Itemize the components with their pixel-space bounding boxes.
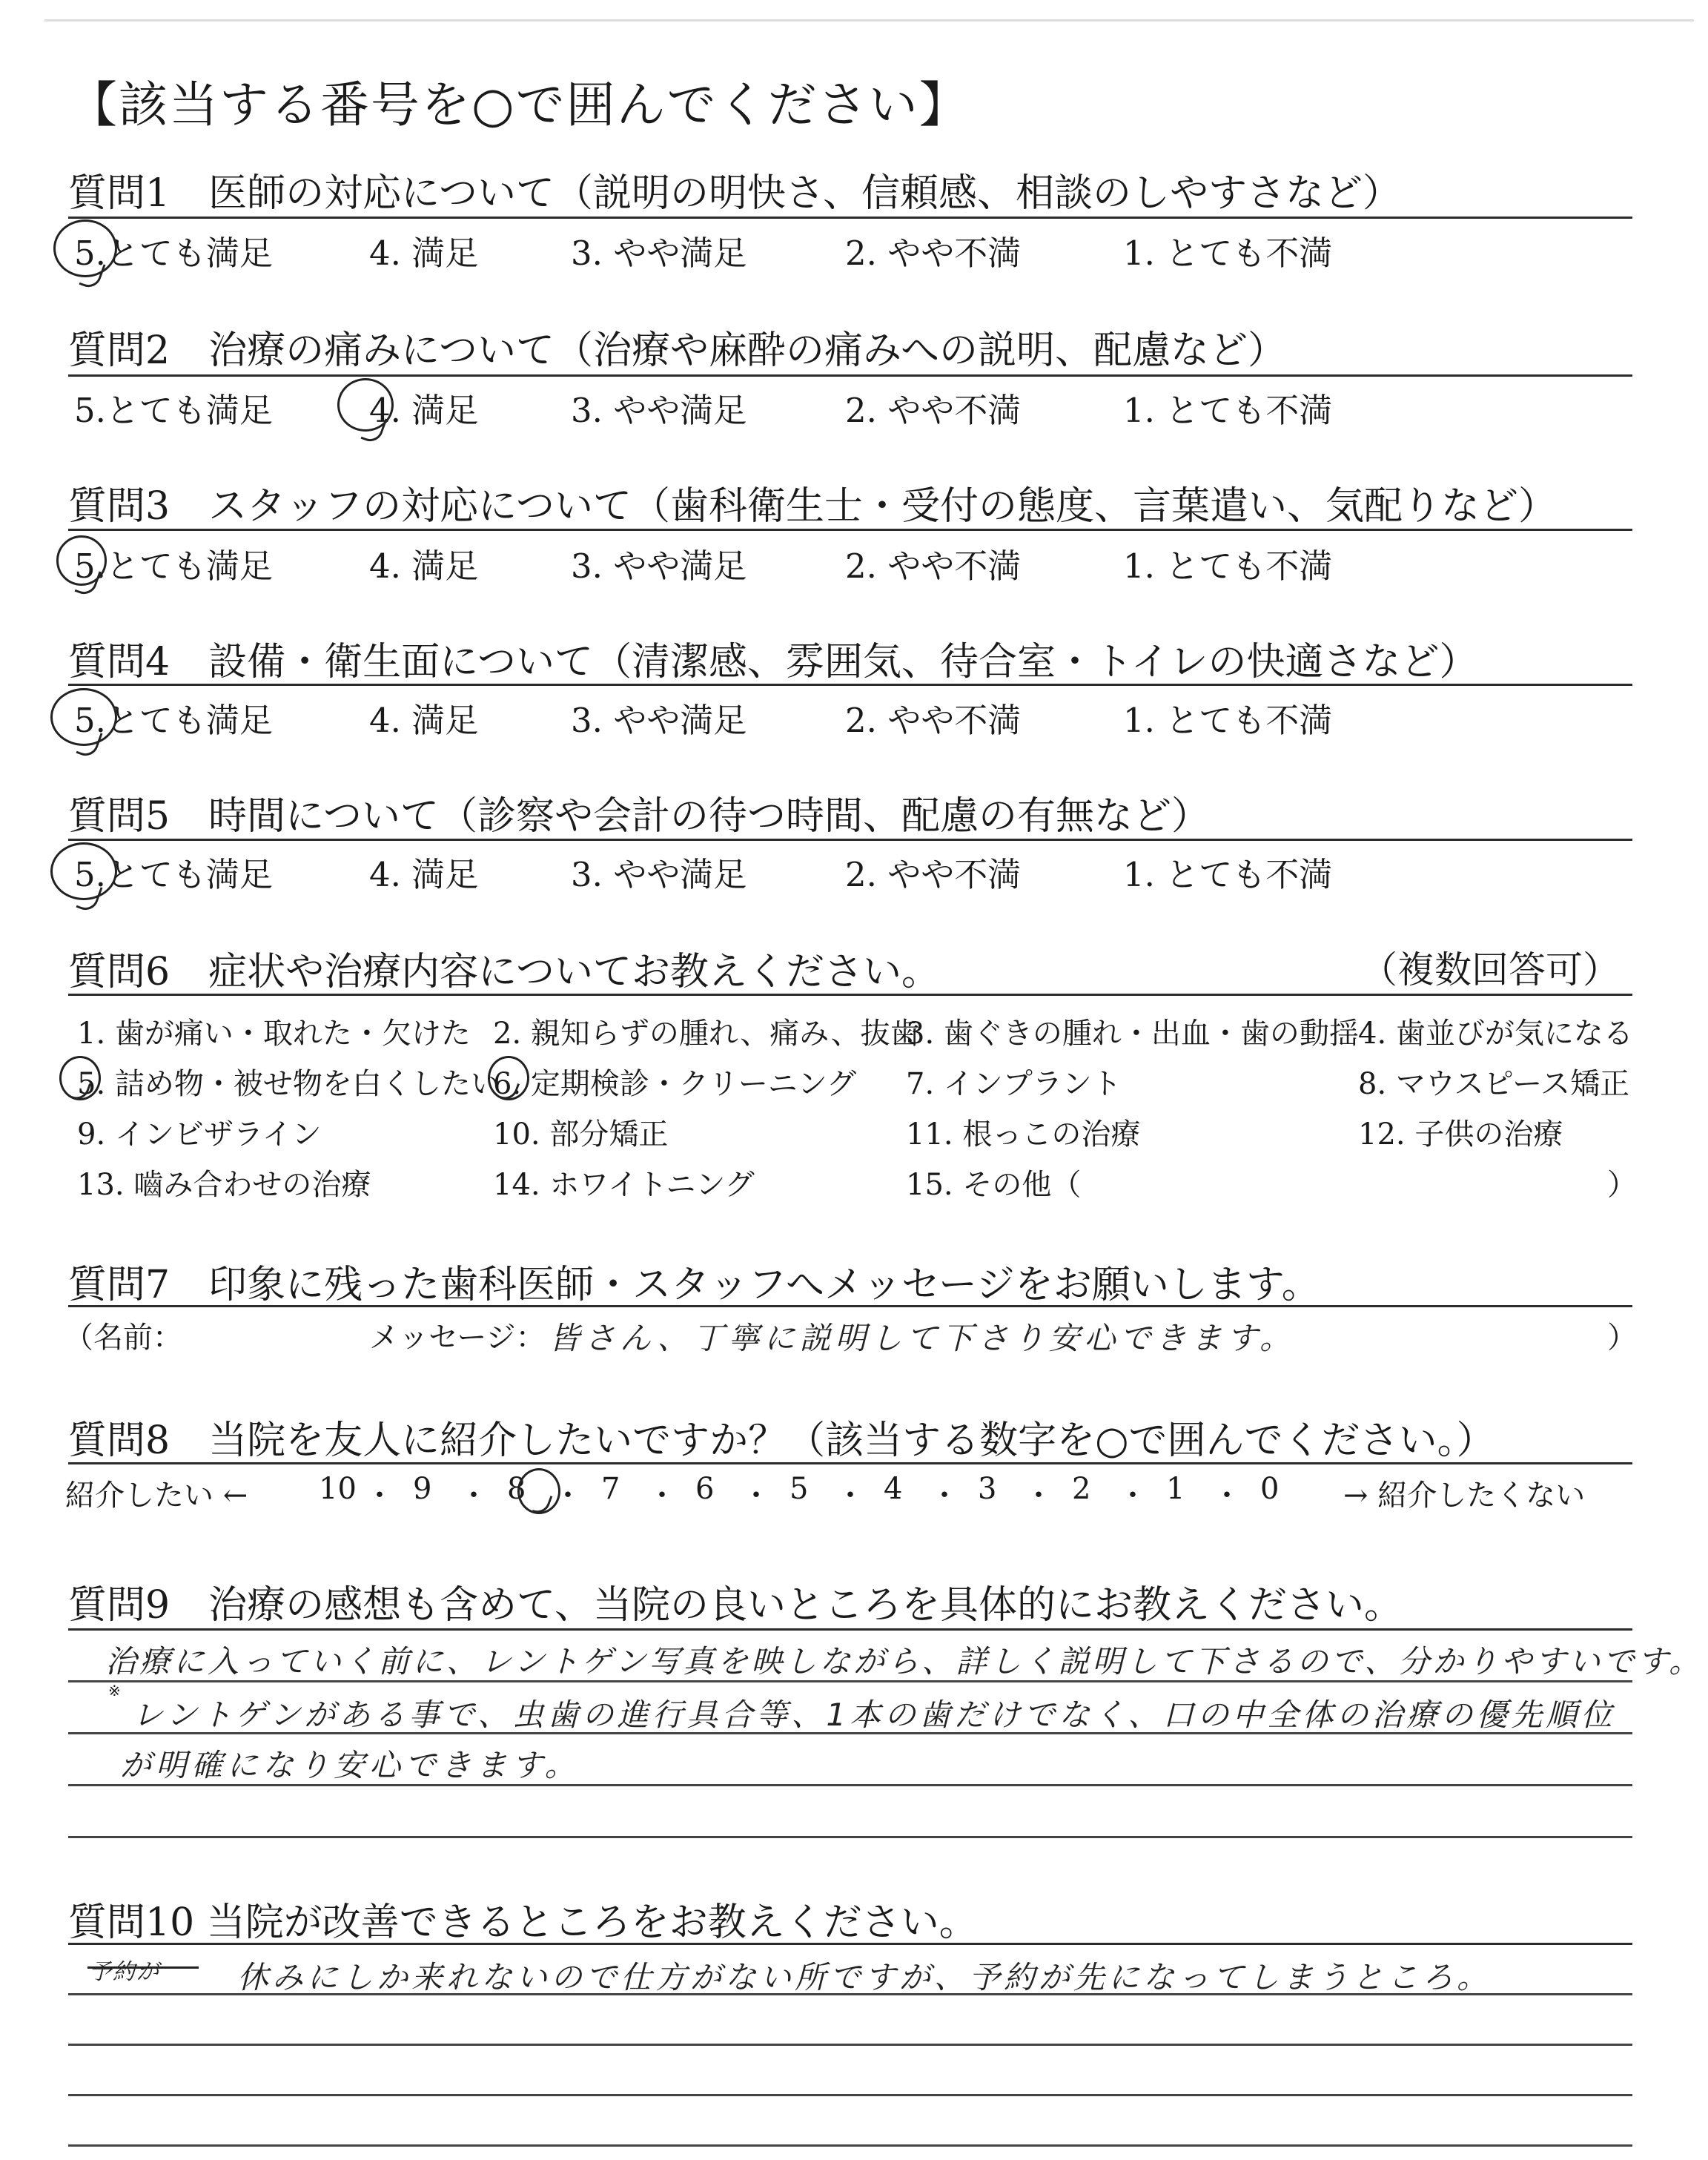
q7-message-text[interactable]: 皆さん、丁寧に説明して下さり安心できます。 xyxy=(549,1320,1296,1356)
q2-option-1[interactable]: 1. とても不満 xyxy=(1123,391,1333,430)
q10-rule-0 xyxy=(68,1943,1632,1945)
q1-rule xyxy=(68,217,1632,219)
q3-option-2[interactable]: 2. やや不満 xyxy=(845,546,1022,586)
q10-struck-text: 予約が xyxy=(89,1959,160,1985)
q4-option-3[interactable]: 3. やや満足 xyxy=(571,701,747,740)
q8-scale-4[interactable]: 4 xyxy=(884,1472,903,1506)
q8-scale-separator: ・ xyxy=(459,1479,489,1513)
q6-item-2[interactable]: 2. 親知らずの腫れ、痛み、抜歯 xyxy=(493,1017,920,1051)
q6-item-13[interactable]: 13. 嚙み合わせの治療 xyxy=(77,1168,371,1202)
q7-name-label: （名前： xyxy=(64,1321,182,1355)
q2-option-5[interactable]: 5.とても満足 xyxy=(74,391,273,430)
q4-rule xyxy=(68,684,1632,686)
q7-title: 質問7 印象に残った歯科医師・スタッフへメッセージをお願いします。 xyxy=(68,1263,1320,1307)
q8-scale-1[interactable]: 1 xyxy=(1166,1472,1185,1506)
q10-title: 質問10 当院が改善できるところをお教えください。 xyxy=(68,1900,978,1945)
q2-option-2[interactable]: 2. やや不満 xyxy=(845,391,1022,430)
q7-rule xyxy=(68,1305,1632,1307)
q1-option-5[interactable]: 5.とても満足 xyxy=(74,234,273,273)
q8-scale-separator: ・ xyxy=(1024,1479,1053,1513)
q9-note-mark: ※ xyxy=(108,1682,121,1700)
q10-strikethrough xyxy=(87,1966,199,1969)
q5-option-5[interactable]: 5.とても満足 xyxy=(74,855,273,894)
q6-item-12[interactable]: 12. 子供の治療 xyxy=(1358,1117,1563,1152)
q8-scale-9[interactable]: 9 xyxy=(413,1472,432,1506)
q10-line-1[interactable]: 休みにしか来れないので仕方がない所ですが、予約が先になってしまうところ。 xyxy=(237,1959,1492,1995)
q8-scale-2[interactable]: 2 xyxy=(1072,1472,1091,1506)
q5-option-2[interactable]: 2. やや不満 xyxy=(845,855,1022,894)
q5-option-3[interactable]: 3. やや満足 xyxy=(571,855,747,894)
q7-message-label: メッセージ： xyxy=(369,1321,546,1355)
q6-item-6[interactable]: 6. 定期検診・クリーニング xyxy=(493,1067,857,1101)
q3-option-1[interactable]: 1. とても不満 xyxy=(1123,546,1333,586)
q9-title: 質問9 治療の感想も含めて、当院の良いところを具体的にお教えください。 xyxy=(68,1583,1403,1628)
q2-title: 質問2 治療の痛みについて（治療や麻酔の痛みへの説明、配慮など） xyxy=(68,328,1287,373)
q8-scale-8[interactable]: 8 xyxy=(507,1472,526,1506)
q8-scale-separator: ・ xyxy=(647,1479,677,1513)
q3-option-3[interactable]: 3. やや満足 xyxy=(571,546,747,586)
q6-item-5[interactable]: 5. 詰め物・被せ物を白くしたい xyxy=(77,1067,500,1101)
q5-option-4[interactable]: 4. 満足 xyxy=(369,855,479,894)
q9-line-3[interactable]: が明確になり安心できます。 xyxy=(120,1747,580,1783)
q4-title: 質問4 設備・衛生面について（清潔感、雰囲気、待合室・トイレの快適さなど） xyxy=(68,640,1478,684)
q7-close-paren: ） xyxy=(1607,1321,1637,1355)
q3-title: 質問3 スタッフの対応について（歯科衛生士・受付の態度、言葉遣い、気配りなど） xyxy=(68,484,1558,529)
q6-item-8[interactable]: 8. マウスピース矯正 xyxy=(1358,1067,1630,1101)
q2-rule xyxy=(68,374,1632,377)
q10-rule-4 xyxy=(68,2144,1632,2147)
top-border xyxy=(44,19,1694,22)
q2-option-3[interactable]: 3. やや満足 xyxy=(571,391,747,430)
q5-rule xyxy=(68,839,1632,841)
q4-option-5[interactable]: 5.とても満足 xyxy=(74,701,273,740)
q8-left-label: 紹介したい ← xyxy=(65,1479,248,1513)
q8-scale-7[interactable]: 7 xyxy=(601,1472,620,1506)
q4-option-1[interactable]: 1. とても不満 xyxy=(1123,701,1333,740)
q8-scale-5[interactable]: 5 xyxy=(790,1472,809,1506)
q8-scale-3[interactable]: 3 xyxy=(978,1472,997,1506)
q6-item-1[interactable]: 1. 歯が痛い・取れた・欠けた xyxy=(77,1017,471,1051)
q6-item-4[interactable]: 4. 歯並びが気になる xyxy=(1358,1017,1633,1051)
q8-scale xyxy=(319,1472,1349,1513)
q8-scale-separator: ・ xyxy=(930,1479,959,1513)
q1-option-2[interactable]: 2. やや不満 xyxy=(845,234,1022,273)
q8-scale-separator: ・ xyxy=(553,1479,583,1513)
page-title: 【該当する番号を○で囲んでください】 xyxy=(68,76,970,133)
q1-option-1[interactable]: 1. とても不満 xyxy=(1123,234,1333,273)
q6-item-7[interactable]: 7. インプラント xyxy=(906,1067,1122,1101)
q8-scale-separator: ・ xyxy=(365,1479,394,1513)
q2-option-4[interactable]: 4. 満足 xyxy=(369,391,479,430)
q6-item-15[interactable]: 15. その他（ xyxy=(906,1168,1082,1202)
q8-scale-separator: ・ xyxy=(1212,1479,1242,1513)
q8-scale-0[interactable]: 0 xyxy=(1260,1472,1280,1506)
q6-item-10[interactable]: 10. 部分矯正 xyxy=(493,1117,669,1152)
q10-rule-3 xyxy=(68,2094,1632,2096)
q5-option-1[interactable]: 1. とても不満 xyxy=(1123,855,1333,894)
q6-item-11[interactable]: 11. 根っこの治療 xyxy=(906,1117,1141,1152)
q6-multiple-note: （複数回答可） xyxy=(1360,948,1620,991)
q9-rule-0 xyxy=(68,1628,1632,1631)
q4-option-4[interactable]: 4. 満足 xyxy=(369,701,479,740)
q8-right-label: → 紹介したくない xyxy=(1343,1479,1586,1513)
q6-rule xyxy=(68,994,1632,996)
q6-title: 質問6 症状や治療内容についてお教えください。 xyxy=(68,950,941,994)
q3-option-5[interactable]: 5.とても満足 xyxy=(74,546,273,586)
q9-line-1[interactable]: 治療に入っていく前に、レントゲン写真を映しながら、詳しく説明して下さるので、分かりやすいです。 xyxy=(105,1643,1704,1680)
q8-scale-10[interactable]: 10 xyxy=(319,1472,357,1506)
q8-scale-separator: ・ xyxy=(835,1479,865,1513)
q6-item-15-close: ） xyxy=(1607,1168,1637,1202)
q6-item-9[interactable]: 9. インビザライン xyxy=(77,1117,322,1152)
q3-rule xyxy=(68,529,1632,531)
q8-scale-separator: ・ xyxy=(1118,1479,1148,1513)
q8-scale-6[interactable]: 6 xyxy=(695,1472,715,1506)
q8-scale-separator: ・ xyxy=(741,1479,771,1513)
q1-option-4[interactable]: 4. 満足 xyxy=(369,234,479,273)
q4-option-2[interactable]: 2. やや不満 xyxy=(845,701,1022,740)
q1-option-3[interactable]: 3. やや満足 xyxy=(571,234,747,273)
q6-item-14[interactable]: 14. ホワイトニング xyxy=(493,1168,755,1202)
q8-title: 質問8 当院を友人に紹介したいですか？（該当する数字を○で囲んでください。） xyxy=(68,1418,1495,1463)
q9-rule-4 xyxy=(68,1836,1632,1838)
q5-title: 質問5 時間について（診察や会計の待つ時間、配慮の有無など） xyxy=(68,794,1211,839)
q1-title: 質問1 医師の対応について（説明の明快さ、信頼感、相談のしやすさなど） xyxy=(68,171,1401,216)
q6-item-3[interactable]: 3. 歯ぐきの腫れ・出血・歯の動揺 xyxy=(906,1017,1359,1051)
q8-rule xyxy=(68,1462,1632,1464)
q10-rule-2 xyxy=(68,2044,1632,2046)
q3-option-4[interactable]: 4. 満足 xyxy=(369,546,479,586)
q9-line-2[interactable]: レントゲンがある事で、虫歯の進行具合等、1本の歯だけでなく、口の中全体の治療の優先順位 xyxy=(132,1697,1616,1733)
